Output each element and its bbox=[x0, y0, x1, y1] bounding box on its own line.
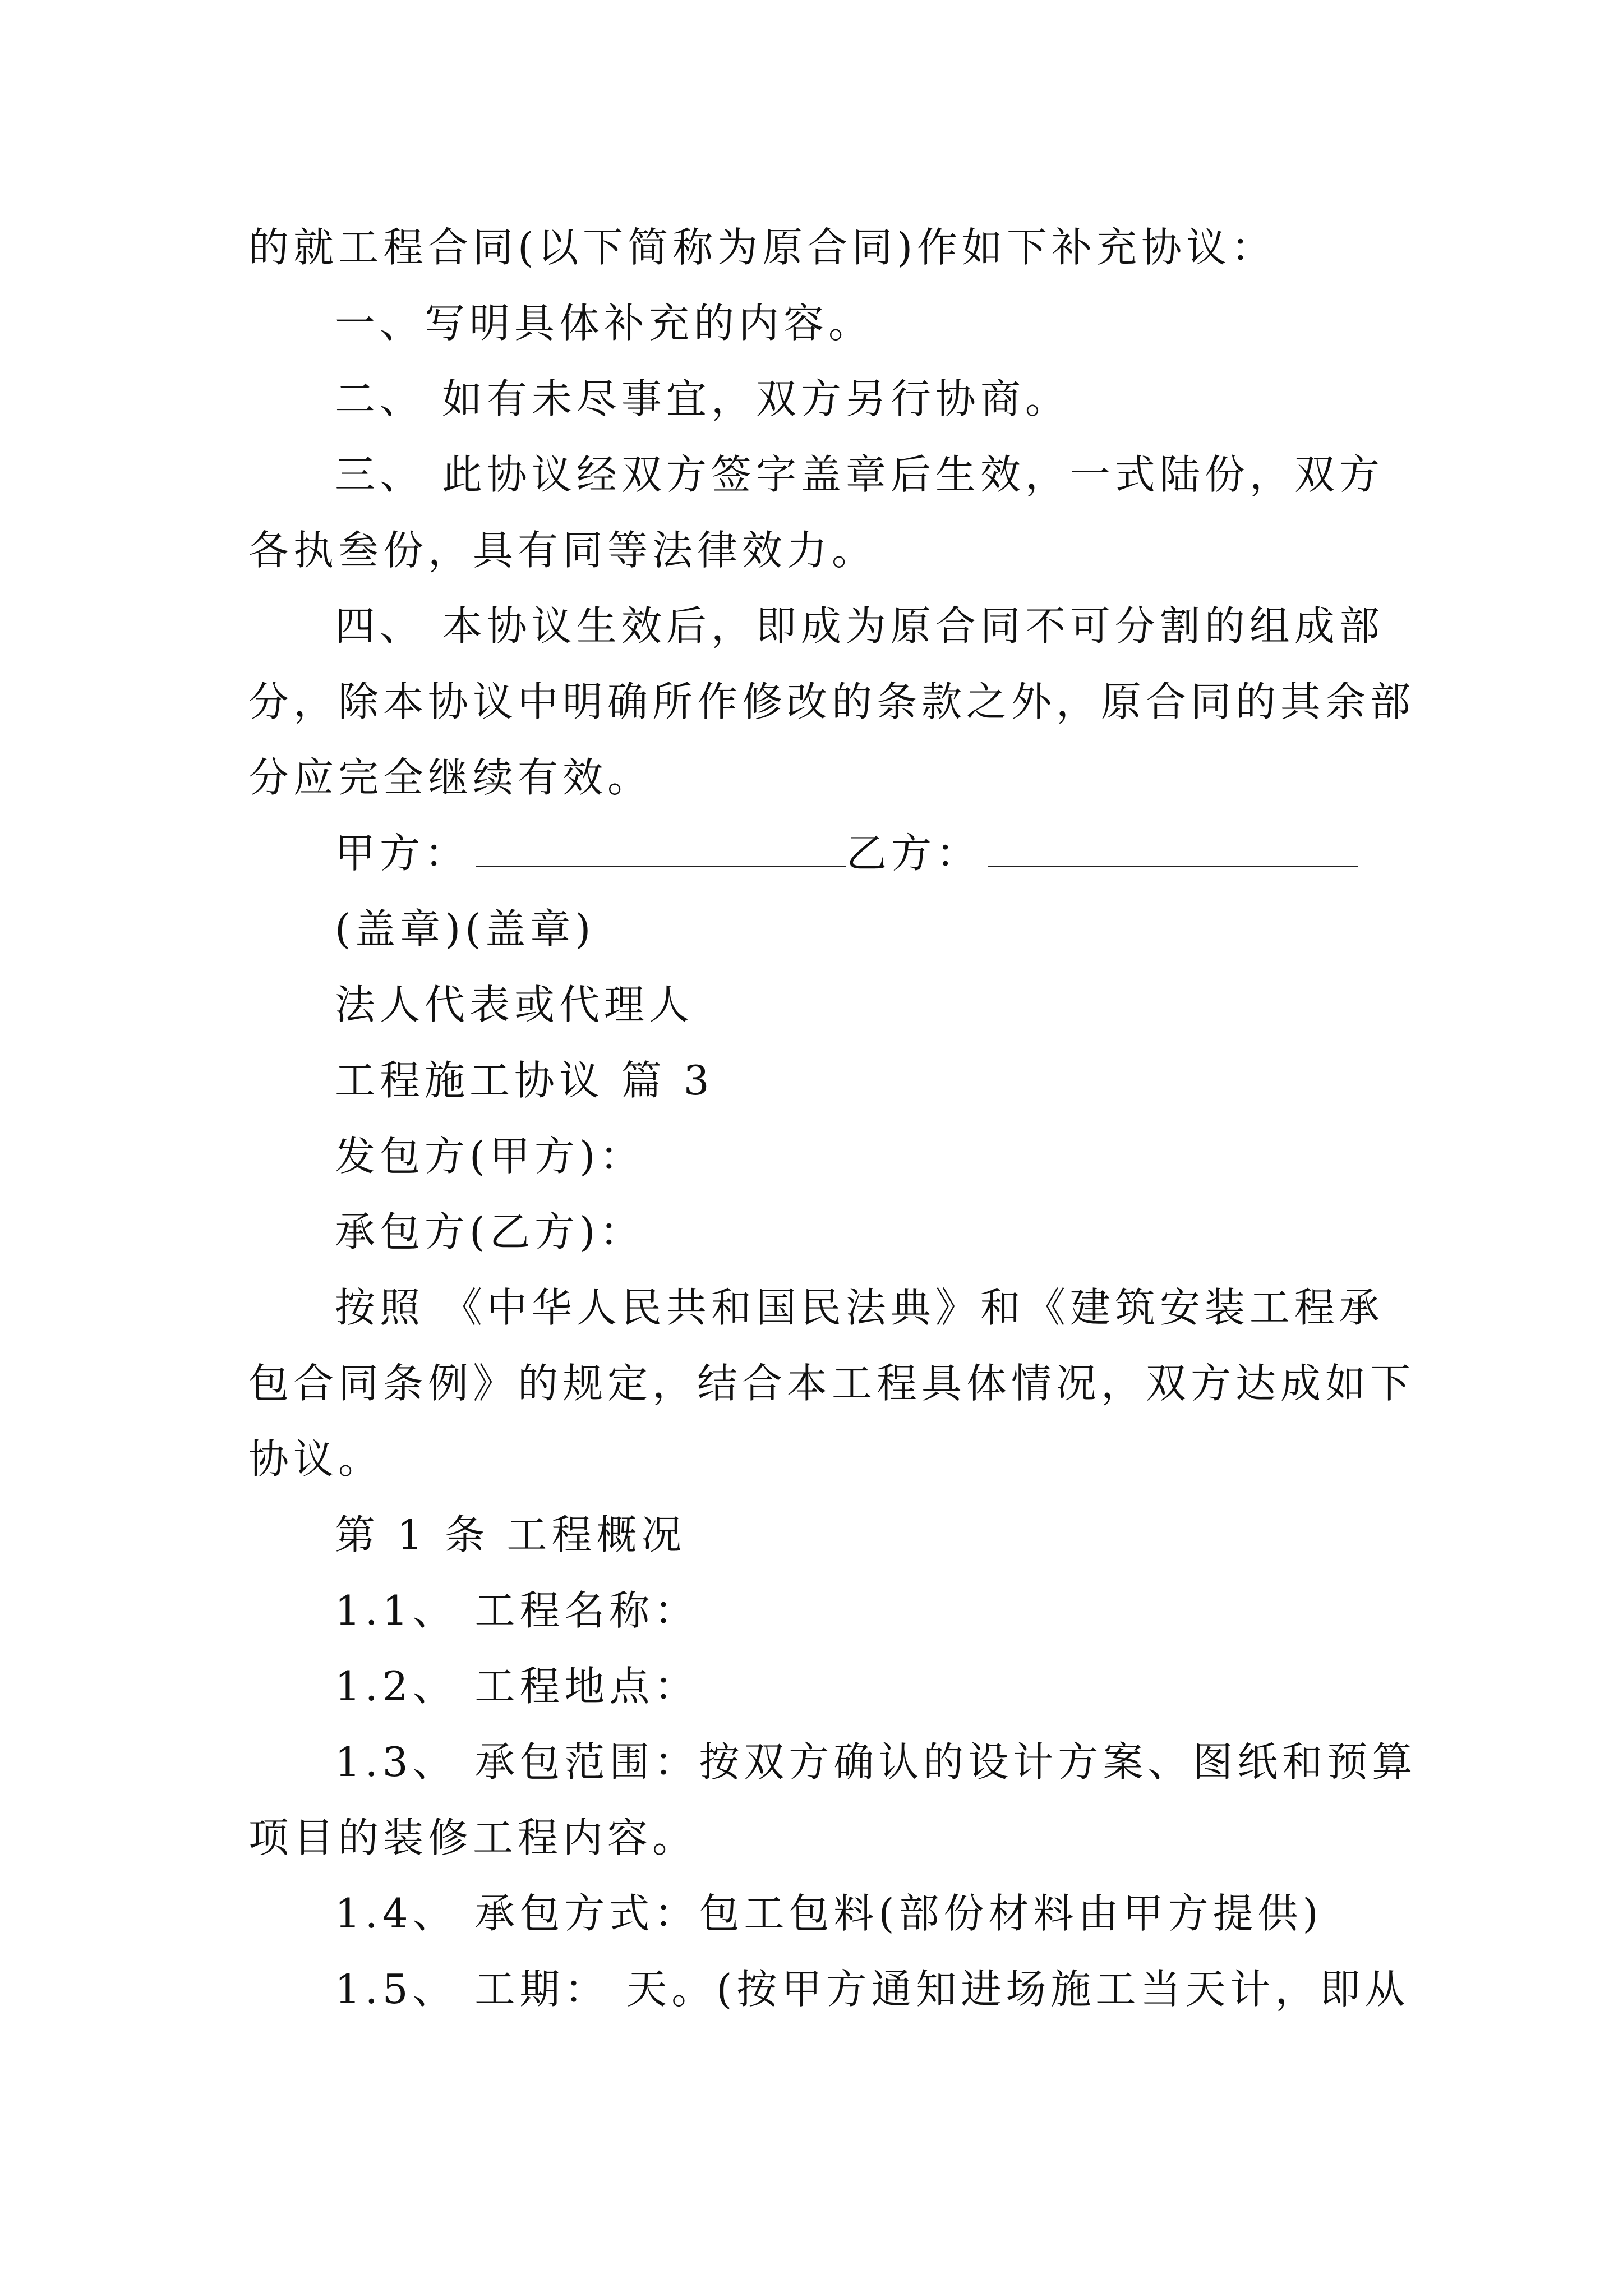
party-a-label: 甲方： bbox=[335, 830, 470, 877]
party-b-blank bbox=[988, 832, 1358, 867]
article-heading: 第 1 条 工程概况 bbox=[335, 1511, 686, 1558]
text-line-15: 包合同条例》的规定，结合本工程具体情况，双方达成如下 bbox=[248, 1360, 1415, 1407]
text-line-8: 分应完全继续有效。 bbox=[248, 754, 653, 801]
text-line-20: 1.3、 承包范围：按双方确认的设计方案、图纸和预算 bbox=[335, 1738, 1417, 1786]
text-line-6: 四、 本协议生效后，即成为原合同不可分割的组成部 bbox=[335, 602, 1384, 650]
text-line-16: 协议。 bbox=[248, 1435, 384, 1483]
section-heading: 工程施工协议 篇 3 bbox=[335, 1057, 714, 1104]
text-line-12: 发包方(甲方)： bbox=[335, 1133, 645, 1180]
text-line-21: 项目的装修工程内容。 bbox=[248, 1814, 698, 1861]
text-line-14: 按照 《中华人民共和国民法典》和《建筑安装工程承 bbox=[335, 1284, 1384, 1331]
text-line-13: 承包方(乙方)： bbox=[335, 1208, 645, 1255]
text-line-22: 1.4、 承包方式：包工包料(部份材料由甲方提供) bbox=[335, 1890, 1323, 1937]
text-line-23: 1.5、 工期： 天。(按甲方通知进场施工当天计，即从 bbox=[335, 1966, 1410, 2013]
party-b-label: 乙方： bbox=[846, 830, 981, 877]
text-line-2: 一、写明具体补充的内容。 bbox=[335, 300, 874, 347]
party-a-blank bbox=[476, 832, 846, 867]
text-line-1: 的就工程合同(以下简称为原合同)作如下补充协议： bbox=[248, 224, 1276, 271]
text-line-4: 三、 此协议经双方签字盖章后生效，一式陆份，双方 bbox=[335, 451, 1384, 498]
text-line-5: 各执叁份，具有同等法律效力。 bbox=[248, 527, 877, 574]
text-line-19: 1.2、 工程地点： bbox=[335, 1663, 699, 1710]
text-line-10: 法人代表或代理人 bbox=[335, 981, 694, 1028]
signature-line bbox=[335, 827, 1358, 879]
text-line-3: 二、 如有未尽事宜，双方另行协商。 bbox=[335, 375, 1070, 422]
text-line-7: 分，除本协议中明确所作修改的条款之外，原合同的其余部 bbox=[248, 678, 1415, 725]
text-line-9: (盖章)(盖章) bbox=[335, 905, 596, 953]
text-line-18: 1.1、 工程名称： bbox=[335, 1587, 699, 1634]
